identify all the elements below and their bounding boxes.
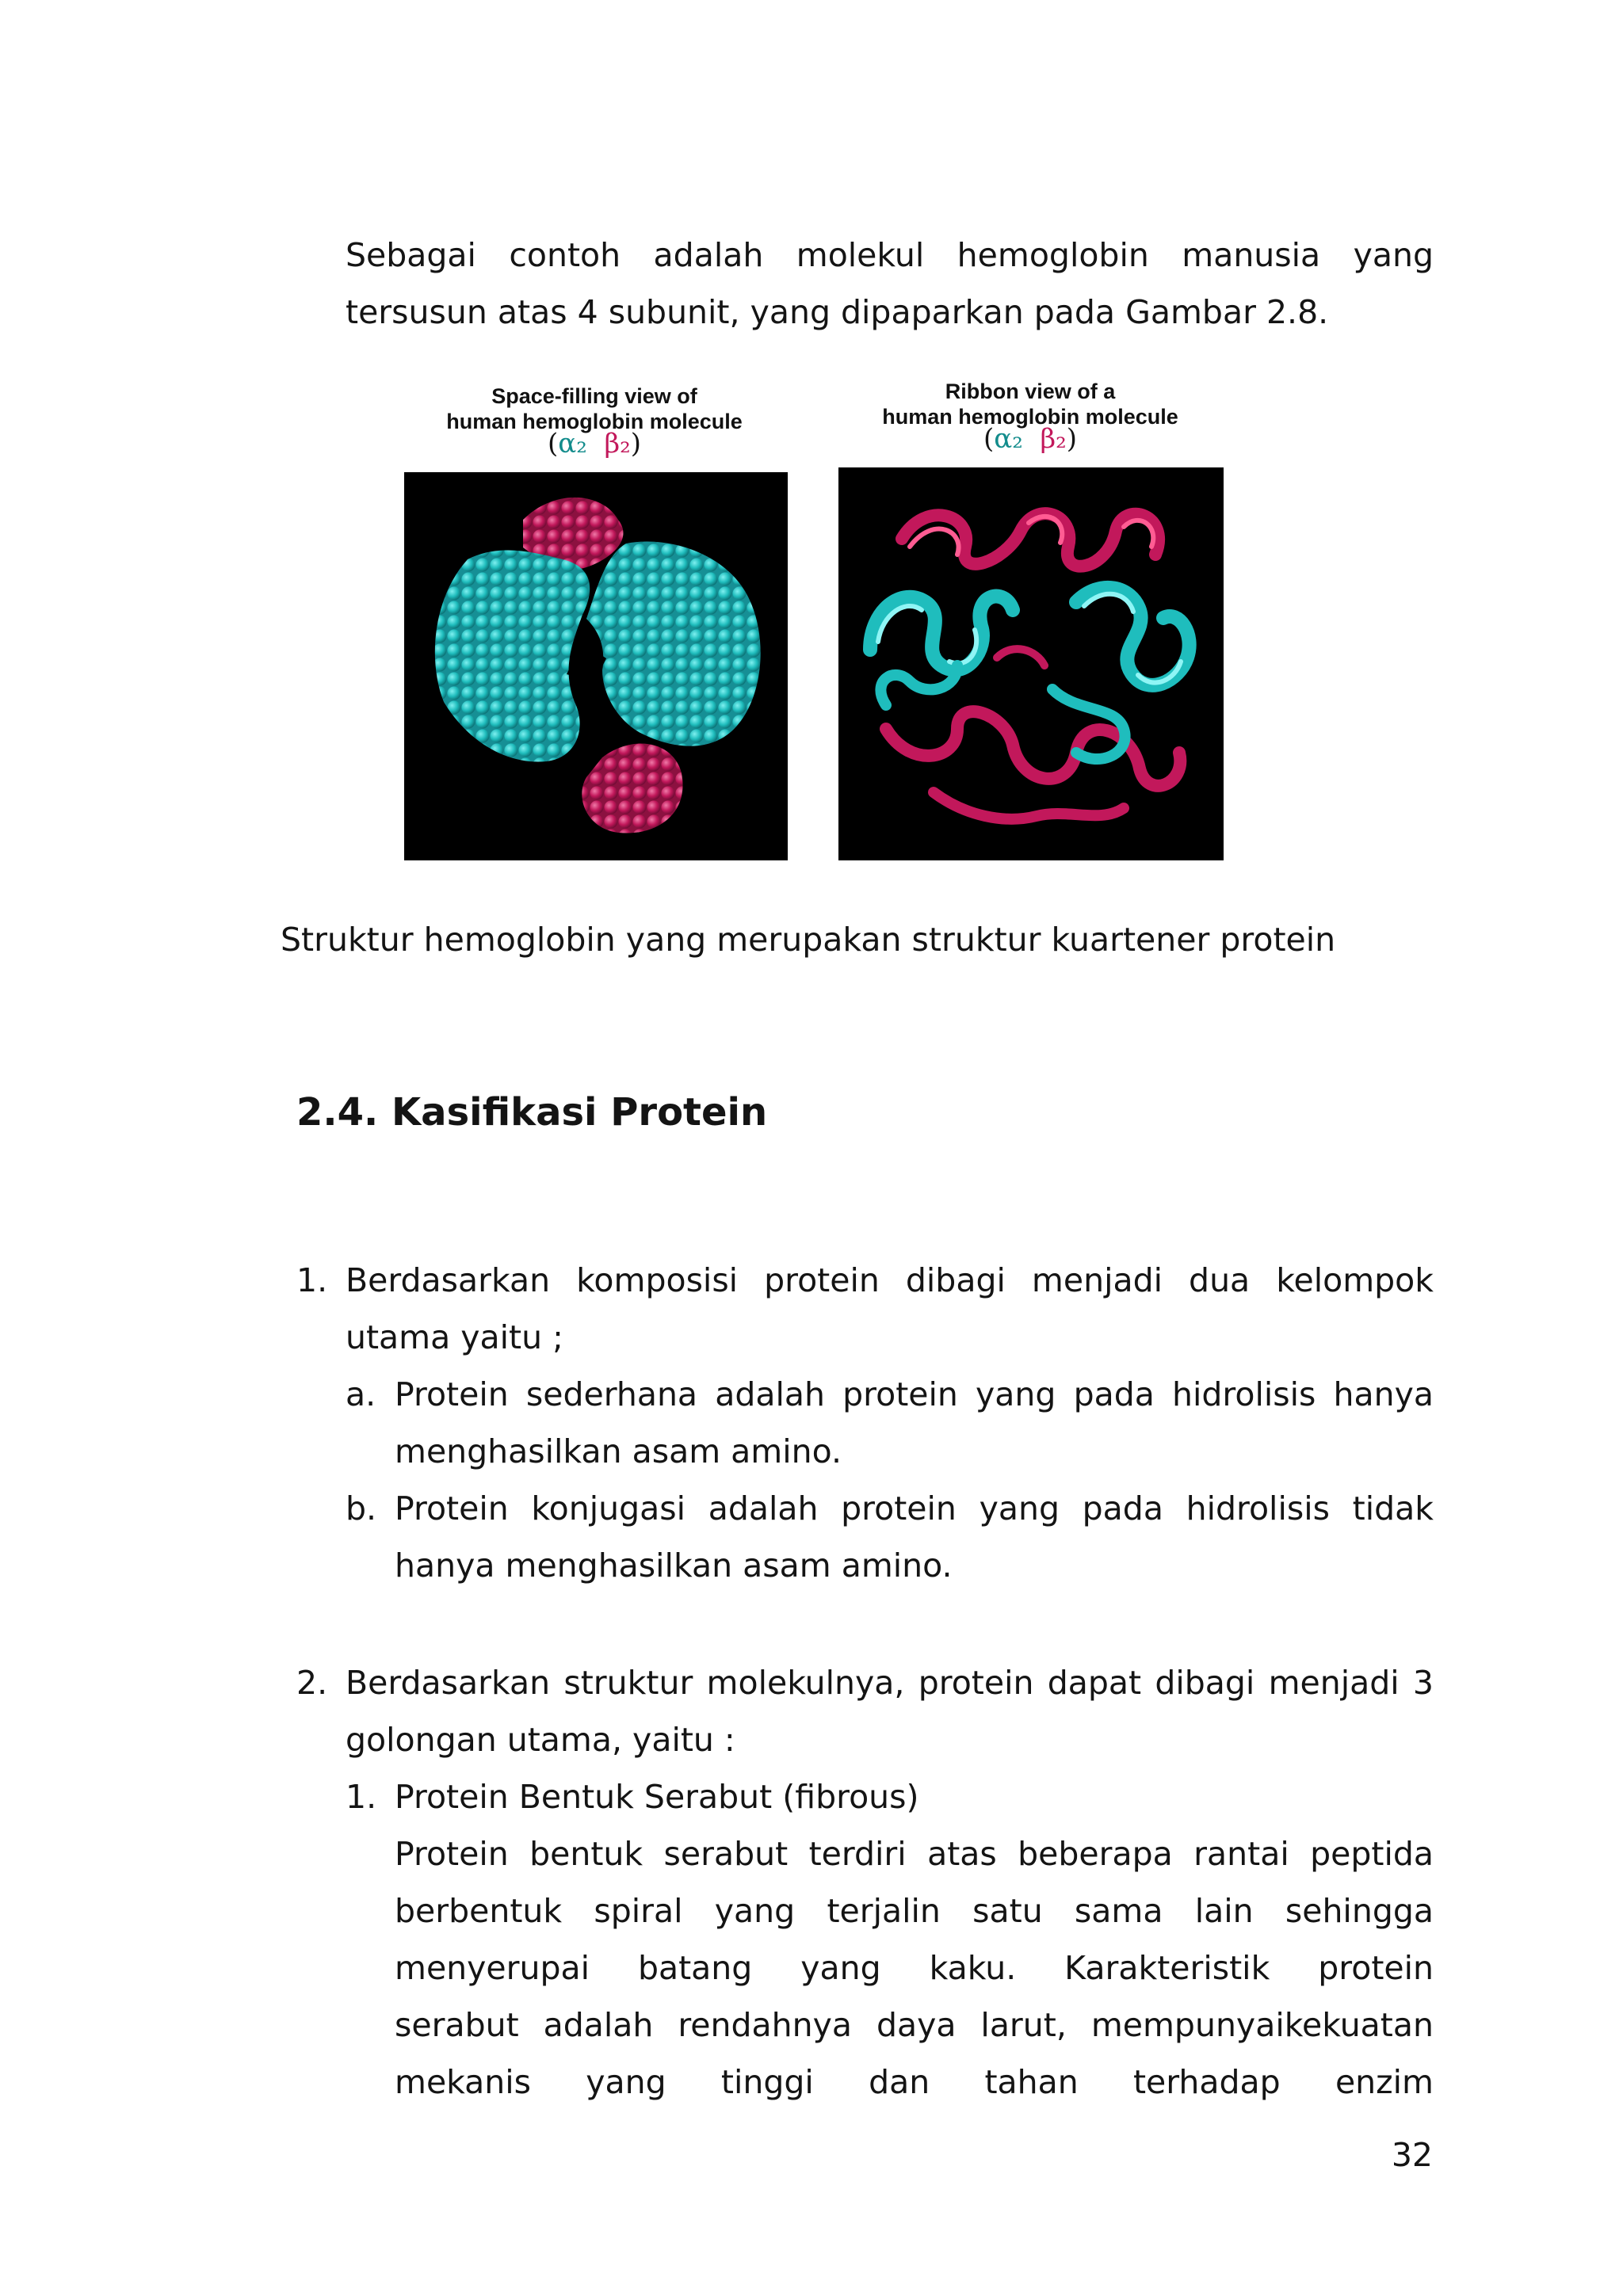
left-figure-title [396,383,792,434]
sub-b-line-1: Protein konjugasi adalah protein yang pada hidrolisis tidak [395,1489,1434,1527]
paren-open: ( [547,428,559,460]
space-filling-image [404,472,788,860]
sub1-line-4: serabut adalah rendahnya daya larut, mempunyaikekuatan [395,2006,1434,2044]
sub1-line-1: Protein bentuk serabut terdiri atas beberapa rantai peptida [395,1835,1434,1873]
intro-line-2: tersusun atas 4 subunit, yang dipaparkan pada Gambar 2.8. [346,293,1329,331]
item1-line-2: utama yaitu ; [346,1318,563,1356]
item1-line-1: Berdasarkan komposisi protein dibagi menjadi dua kelompok [346,1261,1434,1299]
beta-label: β₂ [1040,423,1067,455]
paren-open: ( [983,423,995,455]
left-figure-subunits [515,428,674,460]
right-figure-title [832,379,1228,429]
item-number: 2. [296,1664,328,1702]
right-title-line-1: Ribbon view of a [945,379,1116,403]
page-number: 32 [1391,2136,1433,2174]
sub1-line-3: menyerupai batang yang kaku. Karakteristik protein [395,1949,1434,1987]
sub-item-b [346,1480,1434,1594]
beta-label: β₂ [604,428,631,460]
item2-line-2: golongan utama, yaitu : [346,1721,735,1759]
sub-item-1 [346,1768,1434,2111]
sub1-title: Protein Bentuk Serabut (fibrous) [395,1778,919,1816]
alpha-label: α₂ [558,428,587,460]
list-item-1 [296,1252,1434,1594]
alpha-label: α₂ [994,423,1023,455]
sub1-line-5: mekanis yang tinggi dan tahan terhadap enzim [395,2063,1434,2101]
intro-line-1: Sebagai contoh adalah molekul hemoglobin manusia yang [346,236,1434,274]
left-title-line-1: Space-filling view of [491,384,697,408]
paren-close: ) [1066,423,1078,455]
sub-item-number: 1. [346,1778,377,1816]
ribbon-image [838,467,1224,860]
item-number: 1. [296,1261,328,1299]
item2-line-1: Berdasarkan struktur molekulnya, protein dapat dibagi menjadi 3 [346,1664,1434,1702]
sub-item-letter: b. [346,1489,377,1527]
list-item [296,1252,1434,1366]
list-item [296,1654,1434,1768]
sub-item-letter: a. [346,1375,376,1413]
right-figure-subunits [951,423,1109,455]
sub-a-line-1: Protein sederhana adalah protein yang pada hidrolisis hanya [395,1375,1434,1413]
intro-paragraph [346,227,1434,341]
figure-caption: Struktur hemoglobin yang merupakan struktur kuartener protein [281,921,1336,959]
sub-a-line-2: menghasilkan asam amino. [395,1432,842,1470]
section-heading: 2.4. Kasifikasi Protein [296,1090,768,1135]
paren-close: ) [630,428,642,460]
list-item-2 [296,1654,1434,2111]
sub-b-line-2: hanya menghasilkan asam amino. [395,1547,953,1585]
left-title-line-2: human hemoglobin molecule [446,410,743,433]
sub-item-a [346,1366,1434,1480]
right-title-line-2: human hemoglobin molecule [882,405,1178,429]
sub1-line-2: berbentuk spiral yang terjalin satu sama lain sehingga [395,1892,1434,1930]
